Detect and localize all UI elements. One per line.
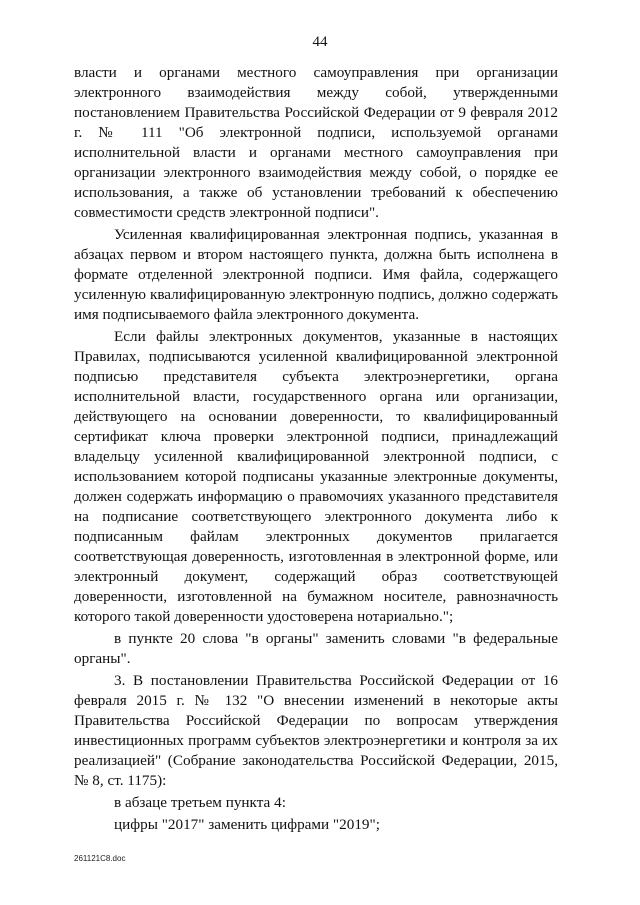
paragraph-5: 3. В постановлении Правительства Российской Федерации от 16 февраля 2015 г. № 132 "О внесении изменений в некоторые акты Правительства Российской Федерации по вопросам утверждения инвестиционных программ субъектов электроэнергетики и контроля за их реализацией" (Собрание законодательства Российской Федерации, 2015, № 8, ст. 1175): [74,672,558,789]
page-number: 44 [312,34,328,50]
paragraph-4: в пункте 20 слова "в органы" заменить словами "в федеральные органы". [74,630,558,667]
paragraph-6: в абзаце третьем пункта 4: [114,794,286,811]
paragraph-1: власти и органами местного самоуправления при организации электронного взаимодействия между собой, утвержденными постановлением Правительства Российской Федерации от 9 февраля 2012 г. № 111 "Об электронной подписи, используемой органами исполнительной власти и органами местного самоуправления при организации электронного взаимодействия между собой, о порядке ее использования, а также об установлении требований к обеспечению совместимости средств электронной подписи". [74,64,558,221]
file-footer: 261121C8.doc [74,854,126,863]
document-body [74,63,558,835]
paragraph-3: Если файлы электронных документов, указанные в настоящих Правилах, подписываются усиленной квалифицированной электронной подписью представителя субъекта электроэнергетики, органа исполнительной власти, государственного органа или организации, действующего на основании доверенности, то квалифицированный сертификат ключа проверки электронной подписи, принадлежащий владельцу усиленной квалифицированной электронной подписи, с использованием которой подписаны указанные электронные документы, должен содержать информацию о правомочиях указанного представителя на подписание соответствующего электронного документа либо к подписанным файлам электронных документов прилагается соответствующая доверенность, изготовленная в электронной форме, или электронный документ, содержащий образ соответствующей доверенности, изготовленной на бумажном носителе, равнозначность которого такой доверенности удостоверена нотариально."; [74,328,558,625]
paragraph-7: цифры "2017" заменить цифрами "2019"; [114,816,380,833]
paragraph-2: Усиленная квалифицированная электронная подпись, указанная в абзацах первом и втором настоящего пункта, должна быть исполнена в формате отделенной электронной подписи. Имя файла, содержащего усиленную квалифицированную электронную подпись, должно содержать имя подписываемого файла электронного документа. [74,226,558,323]
